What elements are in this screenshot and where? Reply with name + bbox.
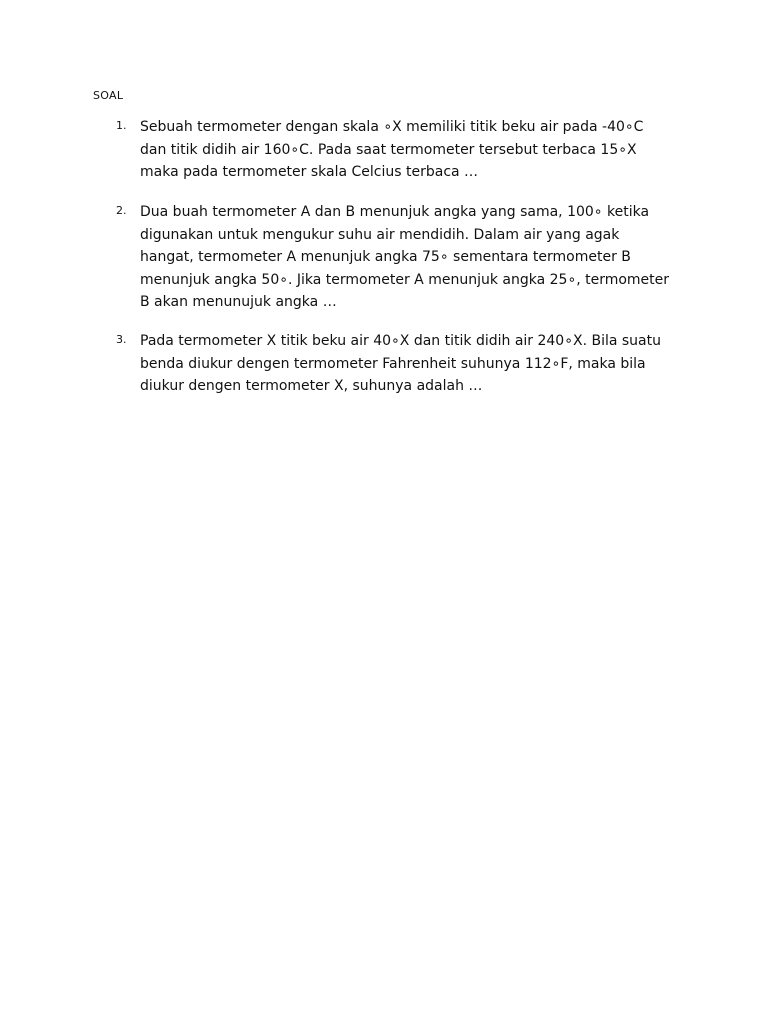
question-text: Dua buah termometer A dan B menunjuk angka yang sama, 100∘ ketika digunakan untuk mengukur suhu air mendidih. Dalam air yang agak hangat, termometer A menunjuk angka 75∘ sementara termometer B menunjuk angka 50∘. Jika termometer A menunjuk angka 25∘, termometer B akan menunujuk angka … bbox=[140, 204, 670, 310]
question-text: Sebuah termometer dengan skala ∘X memiliki titik beku air pada -40∘C dan titik didih air 160∘C. Pada saat termometer tersebut terbaca 15∘X maka pada termometer skala Celcius terbaca … bbox=[140, 119, 644, 180]
document-heading: SOAL bbox=[93, 89, 124, 102]
question-number: 2. bbox=[116, 204, 127, 217]
question-number: 1. bbox=[116, 119, 127, 132]
question-number: 3. bbox=[116, 333, 127, 346]
question-text: Pada termometer X titik beku air 40∘X dan titik didih air 240∘X. Bila suatu benda diukur dengen termometer Fahrenheit suhunya 112∘F, maka bila diukur dengen termometer X, suhunya adalah … bbox=[140, 333, 661, 394]
